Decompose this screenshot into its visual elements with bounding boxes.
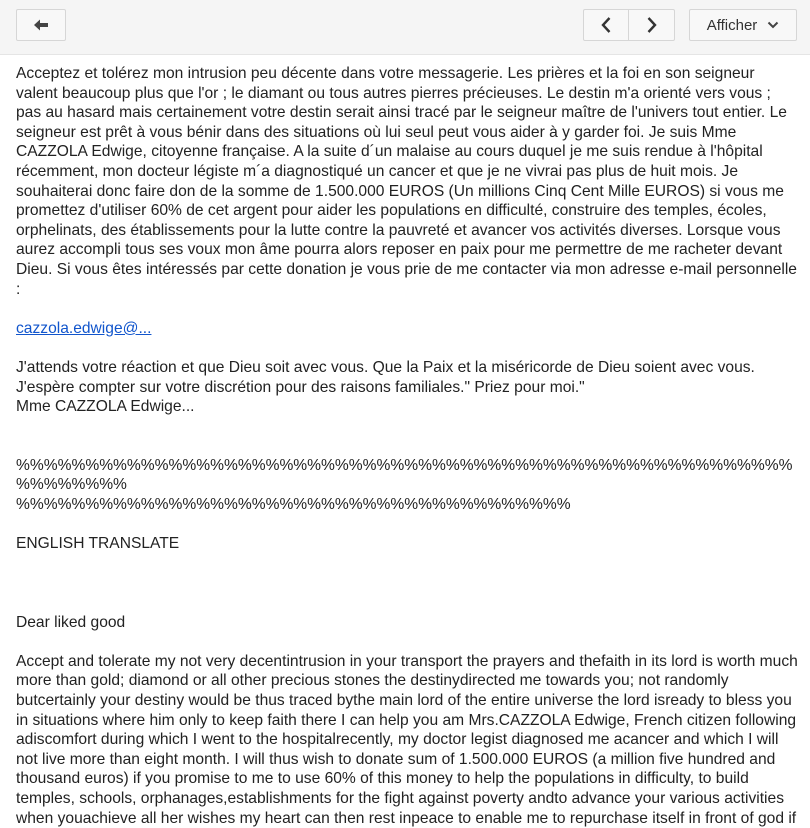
french-paragraph: Acceptez et tolérez mon intrusion peu décente dans votre messagerie. Les prières et la foi en son seigneur valent beaucoup plus que l'or ; le diamant ou tous autres pierres précieuses. Le destin m'a orienté vers vous ; pas au hasard mais certainement votre destin serait ainsi tracé par le seigneur maître de l'univers tout entier. Le seigneur est prêt à vous bénir dans des situations où lui seul peut vous aider à y garder foi. Je suis Mme CAZZOLA Edwige, citoyenne française. A la suite d´un malaise au cours duquel je me suis rendue à l'hôpital récemment, mon docteur légiste m´a diagnostiqué un cancer et que je ne vivrai pas plus de huit mois. Je souhaiterai donc faire don de la somme de 1.500.000 EUROS (Un millions Cinq Cent Mille EUROS) si vous me promettez d'utiliser 60% de cet argent pour aider les populations en difficulté, construire des temples, écoles, orphelinats, des établissements pour la lutte contre la pauvreté et avancer vos activités diverses. Lorsque vous aurez accompli tous ses voux mon âme pourra alors reposer en paix pour me permettre de me racheter devant Dieu. Si vous êtes intéressés par cette donation je vous prie de me contacter via mon adresse e-mail personnelle : — [16, 65, 797, 298]
chevron-right-icon — [646, 16, 658, 34]
separator-line-1: %%%%%%%%%%%%%%%%%%%%%%%%%%%%%%%%%%%%%%%%%%%%%%%%%%%%%%%%%%%%%%%% — [16, 456, 793, 494]
english-heading: ENGLISH TRANSLATE — [16, 535, 180, 553]
separator-line-2: %%%%%%%%%%%%%%%%%%%%%%%%%%%%%%%%%%%%%%%% — [16, 496, 571, 514]
english-paragraph: Accept and tolerate my not very decentintrusion in your transport the prayers and thefaith in its lord is worth much more than gold; diamond or all other precious stones the destinydirected me towards you; not randomly butcertainly your destiny would be thus traced bythe main lord of the entire universe the lord isready to bless you in situations where him only to keep faith there I can help you am Mrs.CAZZOLA Edwige, French citizen following adiscomfort during which I went to the hospitalrecently, my doctor legist diagnosed me acancer and which I will not live more than eight month. I will thus wish to donate sum of 1.500.000 EUROS (a million five hundred and thousand euros) if you promise to me to use 60% of this money to help the populations in difficulty, to build temples, schools, orphanages,establishments for the fight against poverty andto advance your various activities when youachieve all her wishes my heart can then rest inpeace to enable me to repurchase itself in front of god if — [16, 652, 798, 827]
show-dropdown-button[interactable] — [689, 9, 797, 41]
french-closing-line-1: J'attends votre réaction et que Dieu soit avec vous. Que la Paix et la miséricorde de Dieu soient avec vous. — [16, 358, 755, 376]
back-button[interactable] — [16, 9, 66, 41]
previous-message-button[interactable] — [583, 9, 629, 41]
arrow-left-icon — [33, 18, 49, 32]
sender-email-link[interactable]: cazzola.edwige@... — [16, 319, 152, 337]
french-closing-line-2: J'espère compter sur votre discrétion pour des raisons familiales." Priez pour moi." — [16, 378, 585, 396]
message-toolbar — [0, 0, 810, 55]
english-greeting: Dear liked good — [16, 613, 126, 631]
french-signature: Mme CAZZOLA Edwige... — [16, 398, 195, 416]
chevron-down-icon — [767, 21, 779, 29]
show-dropdown-label: Afficher — [706, 16, 758, 34]
next-message-button[interactable] — [628, 9, 675, 41]
email-body — [16, 64, 800, 828]
chevron-left-icon — [600, 16, 612, 34]
